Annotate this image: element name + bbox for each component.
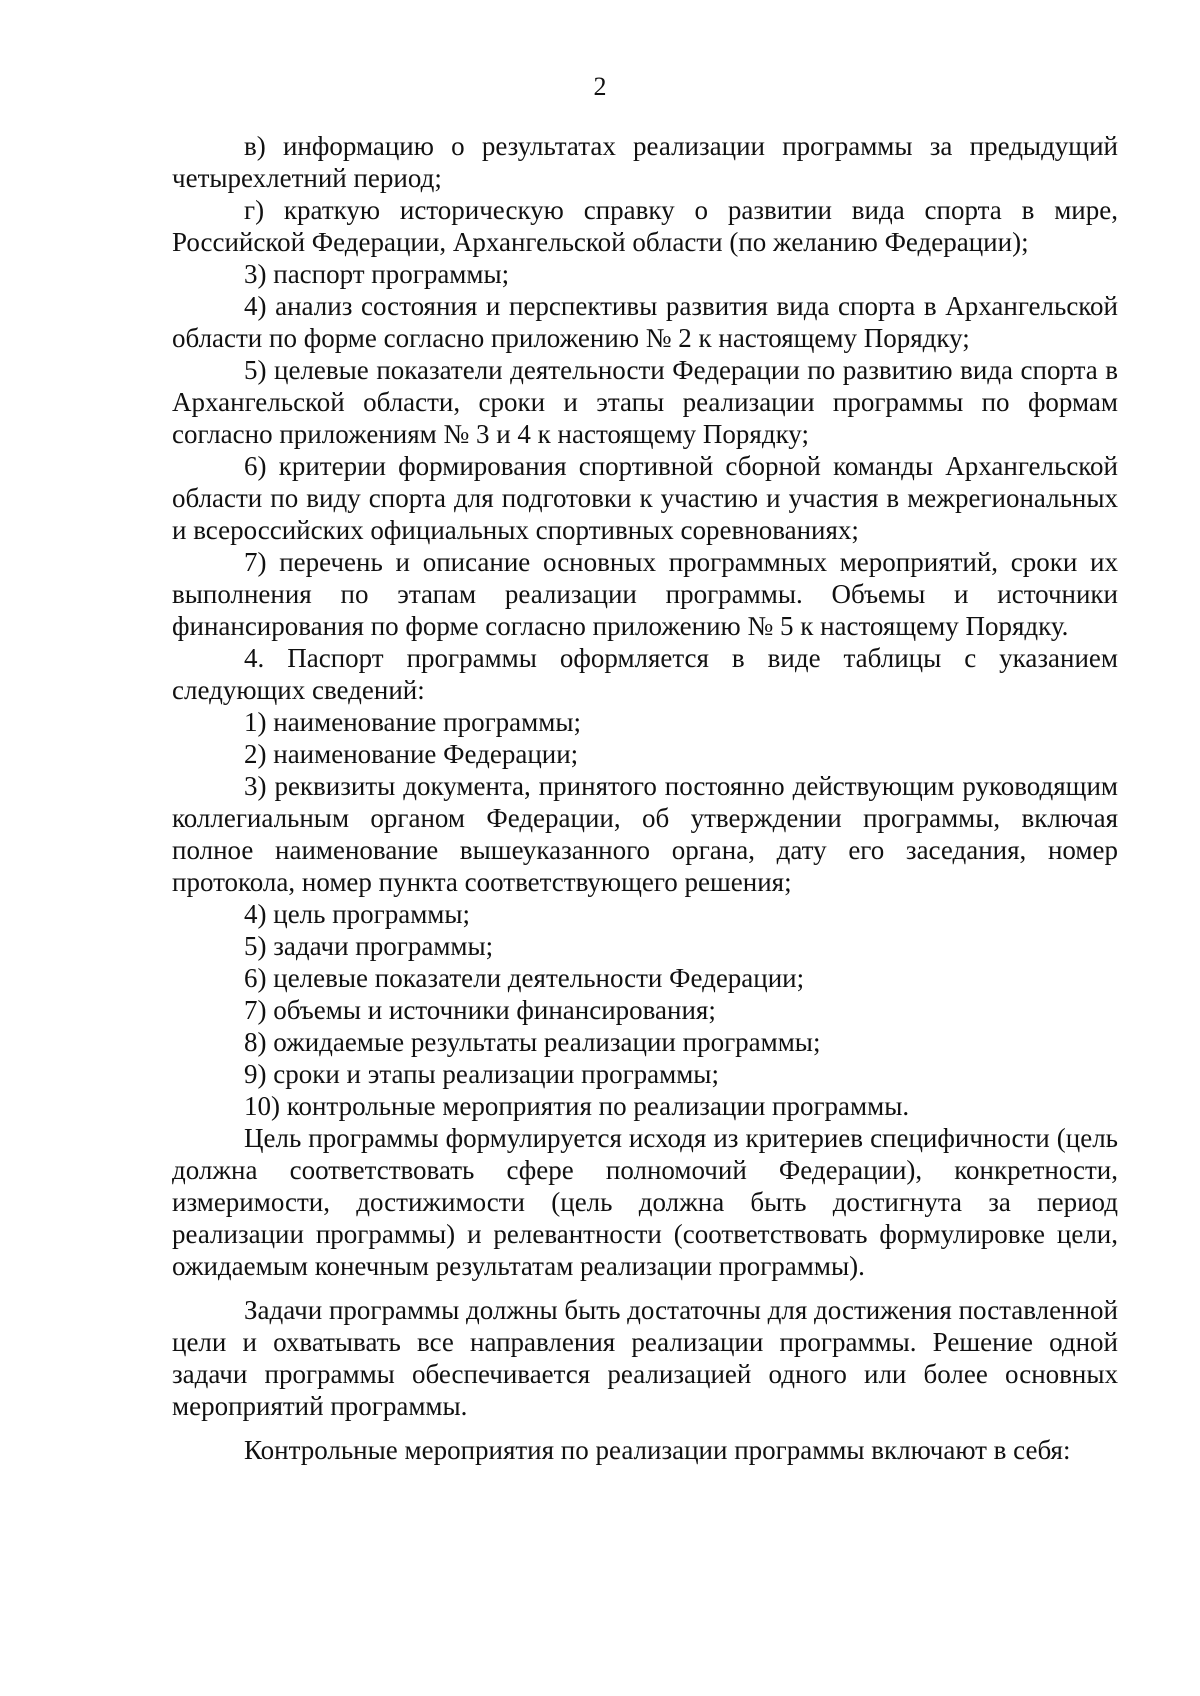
paragraph-g: г) краткую историческую справку о развитии вида спорта в мире, Российской Федерации, Архангельской области (по желанию Федерации);	[172, 195, 1118, 257]
paragraph-3-passport: 3) паспорт программы;	[244, 259, 510, 289]
list-item-1: 1) наименование программы;	[244, 707, 581, 737]
paragraph-goal: Цель программы формулируется исходя из критериев специфичности (цель должна соответствовать сфере полномочий Федерации), конкретности, измеримости, достижимости (цель должна быть достигнута за период реализации программы) и релевантности (соответствовать формулировке цели, ожидаемым конечным результатам реализации программы).	[172, 1123, 1118, 1281]
paragraph-7-measures: 7) перечень и описание основных программных мероприятий, сроки их выполнения по этапам реализации программы. Объемы и источники финансирования по форме согласно приложению № 5 к настоящему Порядку.	[172, 547, 1118, 641]
paragraph-6-criteria: 6) критерии формирования спортивной сборной команды Архангельской области по виду спорта для подготовки к участию и участия в межрегиональных и всероссийских официальных спортивных соревнованиях;	[172, 451, 1118, 545]
list-item-5: 5) задачи программы;	[244, 931, 494, 961]
paragraph-section-4: 4. Паспорт программы оформляется в виде таблицы с указанием следующих сведений:	[172, 643, 1118, 705]
paragraph-4-analysis: 4) анализ состояния и перспективы развития вида спорта в Архангельской области по форме согласно приложению № 2 к настоящему Порядку;	[172, 291, 1118, 353]
paragraph-tasks: Задачи программы должны быть достаточны для достижения поставленной цели и охватывать все направления реализации программы. Решение одной задачи программы обеспечивается реализацией одного или более основных мероприятий программы.	[172, 1295, 1118, 1421]
list-item-8: 8) ожидаемые результаты реализации программы;	[244, 1027, 821, 1057]
paragraph-5-targets: 5) целевые показатели деятельности Федерации по развитию вида спорта в Архангельской области, сроки и этапы реализации программы по формам согласно приложениям № 3 и 4 к настоящему Порядку;	[172, 355, 1118, 449]
list-item-7: 7) объемы и источники финансирования;	[244, 995, 716, 1025]
paragraph-control-measures: Контрольные мероприятия по реализации программы включают в себя:	[244, 1435, 1071, 1465]
list-item-2: 2) наименование Федерации;	[244, 739, 579, 769]
page-number: 2	[593, 72, 607, 101]
paragraph-v: в) информацию о результатах реализации программы за предыдущий четырехлетний период;	[172, 131, 1118, 193]
document-body	[172, 130, 1118, 1466]
list-item-9: 9) сроки и этапы реализации программы;	[244, 1059, 719, 1089]
list-item-6: 6) целевые показатели деятельности Федерации;	[244, 963, 805, 993]
list-item-3: 3) реквизиты документа, принятого постоянно действующим руководящим коллегиальным органом Федерации, об утверждении программы, включая полное наименование вышеуказанного органа, дату его заседания, номер протокола, номер пункта соответствующего решения;	[172, 771, 1118, 897]
list-item-4: 4) цель программы;	[244, 899, 471, 929]
list-item-10: 10) контрольные мероприятия по реализации программы.	[244, 1091, 910, 1121]
